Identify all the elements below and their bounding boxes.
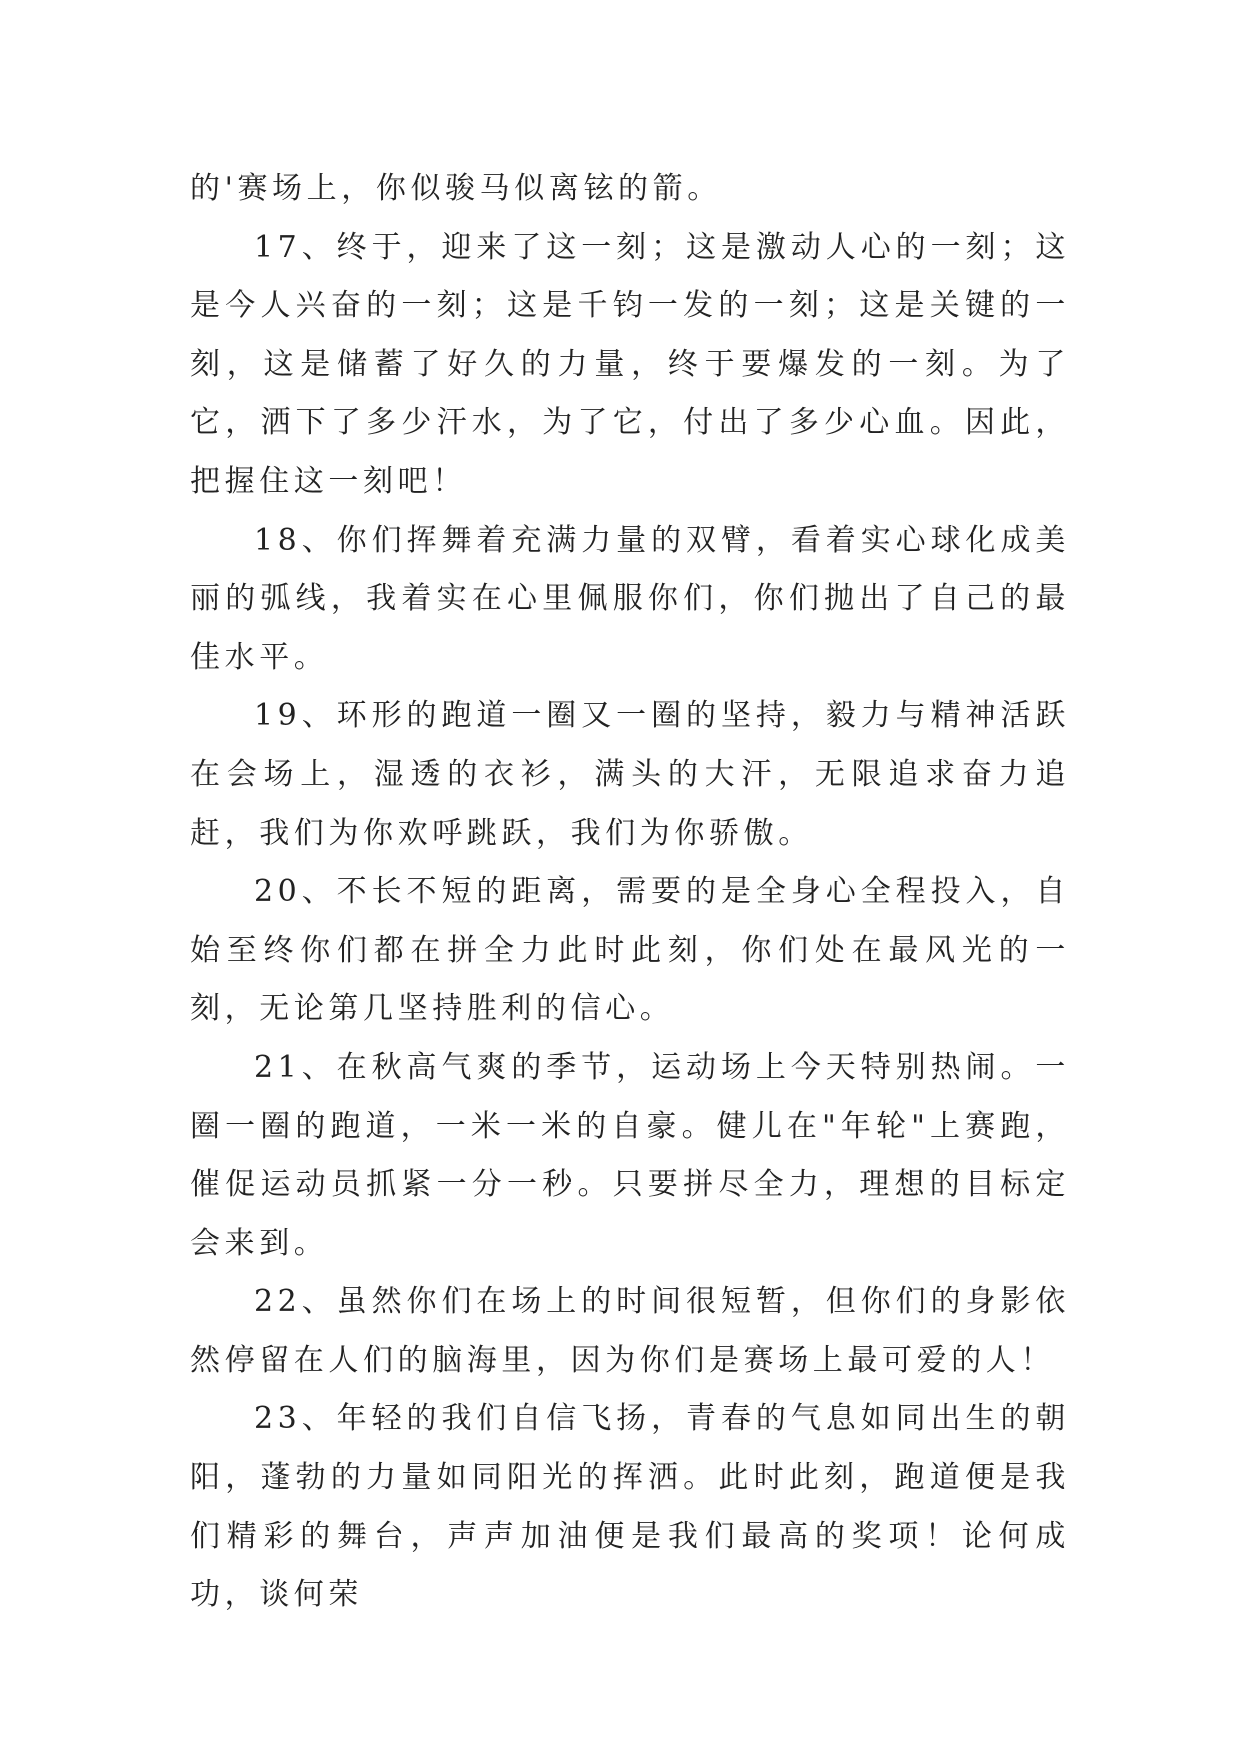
- paragraph-20: 20、不长不短的距离，需要的是全身心全程投入，自始至终你们都在拼全力此时此刻，你们处在最风光的一刻，无论第几坚持胜利的信心。: [190, 874, 1070, 1027]
- paragraph-continuation: 的'赛场上，你似骏马似离铉的箭。: [190, 171, 722, 206]
- paragraph-22: 22、虽然你们在场上的时间很短暂，但你们的身影依然停留在人们的脑海里，因为你们是赛场上最可爱的人！: [190, 1284, 1070, 1378]
- paragraph-18: 18、你们挥舞着充满力量的双臂，看着实心球化成美丽的弧线，我着实在心里佩服你们，你们抛出了自己的最佳水平。: [190, 522, 1070, 675]
- paragraph-17: 17、终于，迎来了这一刻；这是激动人心的一刻；这是今人兴奋的一刻；这是千钧一发的一刻；这是关键的一刻，这是储蓄了好久的力量，终于要爆发的一刻。为了它，洒下了多少汗水，为了它，付出了多少心血。因此，把握住这一刻吧！: [190, 229, 1070, 499]
- document-body: [190, 160, 1070, 1625]
- paragraph-19: 19、环形的跑道一圈又一圈的坚持，毅力与精神活跃在会场上，湿透的衣衫，满头的大汗，无限追求奋力追赶，我们为你欢呼跳跃，我们为你骄傲。: [190, 698, 1070, 851]
- paragraph-21: 21、在秋高气爽的季节，运动场上今天特别热闹。一圈一圈的跑道，一米一米的自豪。健儿在"年轮"上赛跑，催促运动员抓紧一分一秒。只要拼尽全力，理想的目标定会来到。: [190, 1049, 1070, 1261]
- paragraph-23: 23、年轻的我们自信飞扬，青春的气息如同出生的朝阳，蓬勃的力量如同阳光的挥洒。此时此刻，跑道便是我们精彩的舞台，声声加油便是我们最高的奖项！论何成功，谈何荣: [190, 1401, 1070, 1613]
